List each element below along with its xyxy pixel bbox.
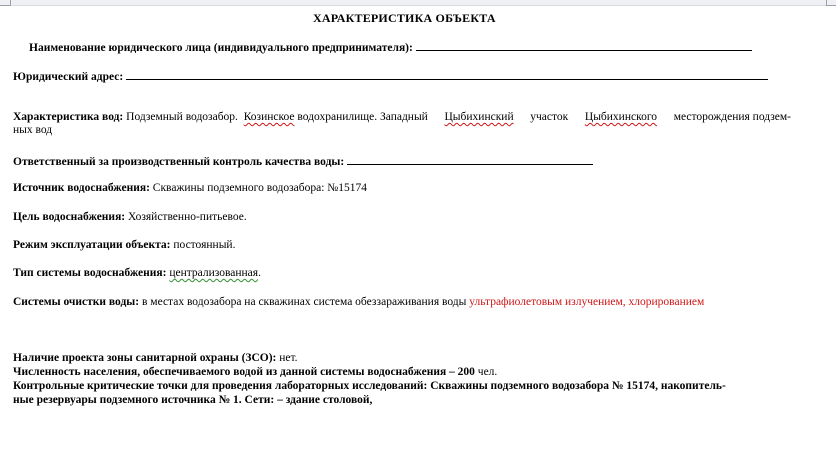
treatment-line (13, 296, 704, 308)
legal-address-field[interactable] (126, 69, 768, 80)
population-label: Численность населения, обеспечиваемого водой из данной системы водоснабжения – 200 (13, 366, 475, 378)
treatment-label: Системы очистки воды: (13, 296, 140, 308)
legal-entity-label: Наименование юридического лица (индивидуального предпринимателя): (29, 42, 413, 54)
treatment-value: в местах водозабора на скважинах система обеззараживания воды (141, 296, 467, 308)
system-type-suffix: . (258, 267, 261, 279)
legal-entity-line (29, 40, 752, 54)
water-text-8: ных вод (13, 124, 53, 136)
zso-value: нет. (279, 352, 298, 364)
water-text-7: месторождения подзем- (673, 111, 791, 123)
water-label: Характеристика вод: (13, 111, 124, 123)
legal-address-label: Юридический адрес: (13, 71, 124, 83)
control-points-label: Контрольные критические точки для проведения лабораторных исследований: Скважины подземного водозабора № 15174, накопитель- (13, 380, 726, 392)
zso-line (13, 352, 298, 365)
mode-line (13, 239, 235, 251)
water-text-4: Цыбихинский (444, 111, 514, 123)
page-corner-mark-right (826, 0, 836, 6)
purpose-value: Хозяйственно-питьевое. (128, 211, 247, 223)
system-type-line (13, 267, 261, 279)
water-characteristics (13, 111, 793, 137)
page-corner-mark-left (0, 0, 11, 6)
legal-entity-field[interactable] (416, 40, 752, 51)
legal-address-line (13, 69, 768, 83)
population-value: чел. (477, 366, 498, 378)
water-text-3: водохранилище. Западный (297, 111, 428, 123)
water-text-2: Козинское (243, 111, 295, 123)
control-points-line-1 (13, 380, 726, 393)
system-type-value: централизованная (169, 267, 259, 279)
population-line (13, 366, 497, 379)
source-value: Скважины подземного водозабора: №15174 (152, 182, 367, 194)
document-title: ХАРАКТЕРИСТИКА ОБЪЕКТА (313, 11, 496, 25)
mode-label: Режим эксплуатации объекта: (13, 239, 171, 251)
responsible-field[interactable] (347, 154, 593, 165)
control-points-line-2 (13, 394, 372, 407)
source-line (13, 182, 367, 194)
purpose-label: Цель водоснабжения: (13, 211, 126, 223)
purpose-line (13, 211, 247, 223)
responsible-line (13, 154, 593, 168)
zso-label: Наличие проекта зоны санитарной охраны (ЗСО): (13, 352, 277, 364)
responsible-label: Ответственный за производственный контроль качества воды: (13, 156, 345, 168)
treatment-value-red: ультрафиолетовым излучением, хлорированием (469, 296, 705, 308)
mode-value: постоянный. (173, 239, 236, 251)
system-type-label: Тип системы водоснабжения: (13, 267, 167, 279)
water-text-5: участок (530, 111, 569, 123)
water-text-6: Цыбихинского (584, 111, 658, 123)
source-label: Источник водоснабжения: (13, 182, 150, 194)
window-top-border (0, 0, 836, 6)
water-text-1: Подземный водозабор. (126, 111, 238, 123)
control-points-line2: ные резервуары подземного источника № 1. Сети: – здание столовой, (13, 394, 373, 406)
